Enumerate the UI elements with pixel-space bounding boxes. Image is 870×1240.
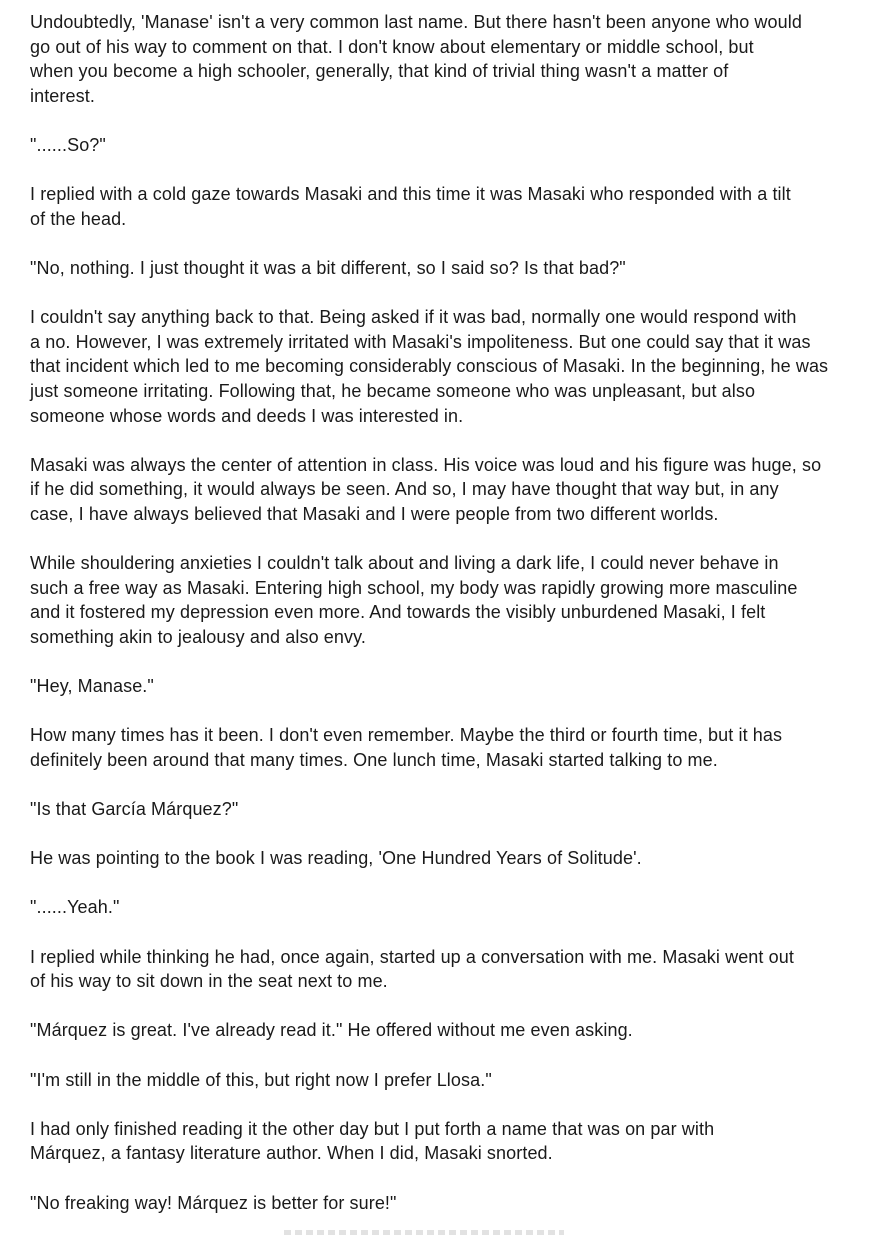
text-line: I replied while thinking he had, once again, started up a conversation with me. Masaki went out <box>30 946 794 967</box>
text-line: I had only finished reading it the other day but I put forth a name that was on par with <box>30 1118 715 1139</box>
paragraph <box>30 1068 844 1093</box>
text-line: case, I have always believed that Masaki and I were people from two different worlds. <box>30 503 719 524</box>
text-line: go out of his way to comment on that. I don't know about elementary or middle school, but <box>30 36 754 57</box>
text-line: something akin to jealousy and also envy. <box>30 626 366 647</box>
text-line: when you become a high schooler, generally, that kind of trivial thing wasn't a matter of <box>30 61 729 82</box>
text-line: interest. <box>30 85 95 106</box>
clipped-text-remnant <box>284 1230 564 1235</box>
text-line: "No freaking way! Márquez is better for sure!" <box>30 1192 397 1213</box>
paragraph <box>30 453 844 527</box>
text-line: such a free way as Masaki. Entering high school, my body was rapidly growing more masculine <box>30 577 798 598</box>
paragraph <box>30 1018 844 1043</box>
text-line: "Is that García Márquez?" <box>30 799 239 819</box>
paragraph <box>30 1117 844 1166</box>
text-line: someone whose words and deeds I was interested in. <box>30 405 464 426</box>
paragraph <box>30 797 844 822</box>
text-line: just someone irritating. Following that, he became someone who was unpleasant, but also <box>30 380 756 401</box>
text-line: "No, nothing. I just thought it was a bit different, so I said so? Is that bad?" <box>30 257 626 278</box>
paragraph <box>30 895 844 920</box>
text-line: "......Yeah." <box>30 897 120 918</box>
text-line: of the head. <box>30 208 127 229</box>
text-line: Márquez, a fantasy literature author. When I did, Masaki snorted. <box>30 1143 553 1164</box>
text-line: "......So?" <box>30 134 106 155</box>
paragraph <box>30 1191 844 1216</box>
text-line: and it fostered my depression even more. And towards the visibly unburdened Masaki, I felt <box>30 602 766 623</box>
text-line: that incident which led to me becoming considerably conscious of Masaki. In the beginning, he was <box>30 356 829 377</box>
paragraph <box>30 133 844 158</box>
text-line: "Márquez is great. I've already read it." He offered without me even asking. <box>30 1020 633 1041</box>
paragraph <box>30 674 844 699</box>
text-line: He was pointing to the book I was reading, 'One Hundred Years of Solitude'. <box>30 848 642 869</box>
text-line: I couldn't say anything back to that. Being asked if it was bad, normally one would respond with <box>30 307 797 328</box>
text-line: if he did something, it would always be seen. And so, I may have thought that way but, in any <box>30 479 779 500</box>
text-line: I replied with a cold gaze towards Masaki and this time it was Masaki who responded with a tilt <box>30 184 791 205</box>
paragraph <box>30 723 844 772</box>
text-line: definitely been around that many times. One lunch time, Masaki started talking to me. <box>30 749 718 770</box>
paragraph <box>30 256 844 281</box>
text-line: "Hey, Manase." <box>30 676 154 697</box>
text-line: While shouldering anxieties I couldn't talk about and living a dark life, I could never behave in <box>30 553 779 574</box>
text-line: a no. However, I was extremely irritated with Masaki's impoliteness. But one could say that it was <box>30 331 811 352</box>
text-line: "I'm still in the middle of this, but right now I prefer Llosa." <box>30 1069 492 1090</box>
text-line: How many times has it been. I don't even remember. Maybe the third or fourth time, but it has <box>30 725 783 746</box>
text-line: Undoubtedly, 'Manase' isn't a very common last name. But there hasn't been anyone who would <box>30 12 802 32</box>
text-line: of his way to sit down in the seat next to me. <box>30 971 388 992</box>
paragraph <box>30 945 844 994</box>
paragraph <box>30 846 844 871</box>
paragraph <box>30 10 844 108</box>
paragraph <box>30 305 844 428</box>
text-line: Masaki was always the center of attention in class. His voice was loud and his figure was huge, so <box>30 454 822 475</box>
paragraph <box>30 551 844 649</box>
paragraph <box>30 182 844 231</box>
